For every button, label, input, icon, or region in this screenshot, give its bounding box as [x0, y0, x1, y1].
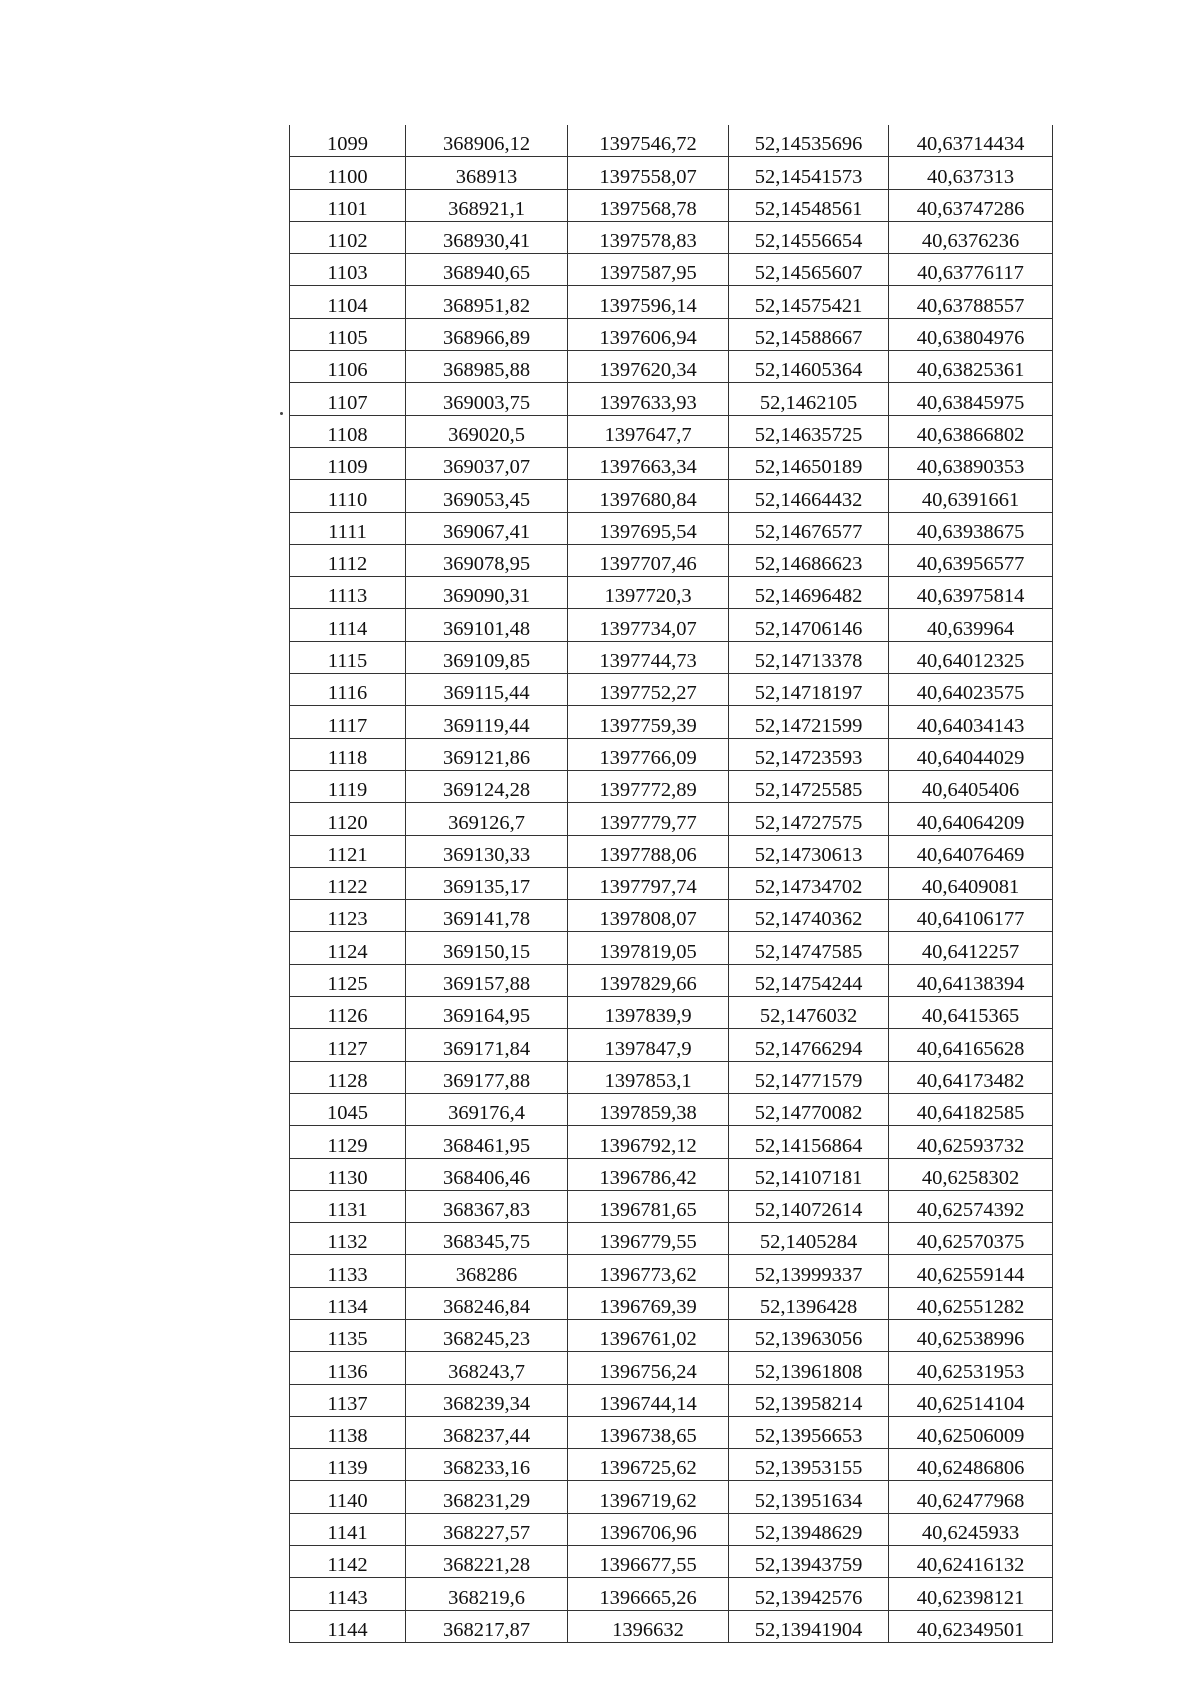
table-row — [290, 1158, 1053, 1190]
cell-latitude: 52,14770082 — [729, 1093, 889, 1125]
cell-latitude: 52,13961808 — [729, 1352, 889, 1384]
cell-longitude: 40,63804976 — [889, 318, 1053, 350]
cell-point-number: 1138 — [290, 1416, 406, 1448]
table-row — [290, 480, 1053, 512]
cell-point-number: 1045 — [290, 1093, 406, 1125]
cell-coord-y: 1397772,89 — [568, 770, 729, 802]
cell-latitude: 52,14725585 — [729, 770, 889, 802]
table-row — [290, 1352, 1053, 1384]
table-row — [290, 1319, 1053, 1351]
cell-coord-x: 368951,82 — [406, 286, 568, 318]
cell-coord-y: 1397766,09 — [568, 738, 729, 770]
cell-longitude: 40,64076469 — [889, 835, 1053, 867]
cell-point-number: 1144 — [290, 1610, 406, 1642]
cell-coord-x: 369109,85 — [406, 641, 568, 673]
cell-coord-y: 1396744,14 — [568, 1384, 729, 1416]
cell-point-number: 1109 — [290, 447, 406, 479]
cell-longitude: 40,63938675 — [889, 512, 1053, 544]
cell-latitude: 52,14734702 — [729, 867, 889, 899]
cell-longitude: 40,63776117 — [889, 254, 1053, 286]
cell-coord-x: 368237,44 — [406, 1416, 568, 1448]
cell-point-number: 1120 — [290, 803, 406, 835]
cell-coord-x: 368406,46 — [406, 1158, 568, 1190]
cell-point-number: 1118 — [290, 738, 406, 770]
cell-coord-y: 1396761,02 — [568, 1319, 729, 1351]
table-row — [290, 577, 1053, 609]
cell-latitude: 52,14676577 — [729, 512, 889, 544]
cell-point-number: 1139 — [290, 1449, 406, 1481]
cell-point-number: 1112 — [290, 544, 406, 576]
cell-longitude: 40,6376236 — [889, 221, 1053, 253]
cell-longitude: 40,63845975 — [889, 383, 1053, 415]
cell-coord-y: 1397759,39 — [568, 706, 729, 738]
table-row — [290, 674, 1053, 706]
table-row — [290, 997, 1053, 1029]
cell-coord-x: 369101,48 — [406, 609, 568, 641]
cell-coord-x: 368245,23 — [406, 1319, 568, 1351]
cell-coord-x: 369177,88 — [406, 1061, 568, 1093]
cell-coord-x: 368239,34 — [406, 1384, 568, 1416]
cell-point-number: 1124 — [290, 932, 406, 964]
table-row — [290, 1093, 1053, 1125]
cell-longitude: 40,63788557 — [889, 286, 1053, 318]
cell-point-number: 1131 — [290, 1190, 406, 1222]
cell-longitude: 40,62551282 — [889, 1287, 1053, 1319]
cell-coord-y: 1397808,07 — [568, 900, 729, 932]
cell-latitude: 52,14072614 — [729, 1190, 889, 1222]
table-row — [290, 189, 1053, 221]
cell-coord-y: 1397839,9 — [568, 997, 729, 1029]
cell-longitude: 40,639964 — [889, 609, 1053, 641]
table-row — [290, 1449, 1053, 1481]
cell-latitude: 52,14696482 — [729, 577, 889, 609]
cell-coord-y: 1396781,65 — [568, 1190, 729, 1222]
cell-longitude: 40,63975814 — [889, 577, 1053, 609]
table-row — [290, 1481, 1053, 1513]
cell-point-number: 1135 — [290, 1319, 406, 1351]
table-row — [290, 351, 1053, 383]
cell-latitude: 52,13951634 — [729, 1481, 889, 1513]
cell-latitude: 52,14156864 — [729, 1126, 889, 1158]
cell-coord-x: 369157,88 — [406, 964, 568, 996]
cell-latitude: 52,13958214 — [729, 1384, 889, 1416]
cell-coord-y: 1396769,39 — [568, 1287, 729, 1319]
cell-longitude: 40,63890353 — [889, 447, 1053, 479]
table-row — [290, 1578, 1053, 1610]
cell-coord-x: 368461,95 — [406, 1126, 568, 1158]
cell-coord-x: 368231,29 — [406, 1481, 568, 1513]
cell-coord-y: 1397596,14 — [568, 286, 729, 318]
cell-longitude: 40,64023575 — [889, 674, 1053, 706]
cell-longitude: 40,62593732 — [889, 1126, 1053, 1158]
cell-latitude: 52,1476032 — [729, 997, 889, 1029]
cell-latitude: 52,14565607 — [729, 254, 889, 286]
cell-longitude: 40,6409081 — [889, 867, 1053, 899]
cell-longitude: 40,62514104 — [889, 1384, 1053, 1416]
cell-coord-y: 1397720,3 — [568, 577, 729, 609]
cell-point-number: 1117 — [290, 706, 406, 738]
cell-latitude: 52,14107181 — [729, 1158, 889, 1190]
cell-point-number: 1100 — [290, 157, 406, 189]
cell-coord-y: 1397744,73 — [568, 641, 729, 673]
cell-latitude: 52,14730613 — [729, 835, 889, 867]
cell-longitude: 40,62477968 — [889, 1481, 1053, 1513]
cell-coord-y: 1397779,77 — [568, 803, 729, 835]
table-row — [290, 383, 1053, 415]
cell-latitude: 52,1405284 — [729, 1223, 889, 1255]
table-row — [290, 1029, 1053, 1061]
cell-point-number: 1130 — [290, 1158, 406, 1190]
cell-point-number: 1137 — [290, 1384, 406, 1416]
cell-longitude: 40,64012325 — [889, 641, 1053, 673]
table-row — [290, 641, 1053, 673]
cell-latitude: 52,14718197 — [729, 674, 889, 706]
cell-coord-x: 369078,95 — [406, 544, 568, 576]
cell-coord-x: 368985,88 — [406, 351, 568, 383]
cell-latitude: 52,14747585 — [729, 932, 889, 964]
cell-coord-x: 369119,44 — [406, 706, 568, 738]
cell-latitude: 52,14771579 — [729, 1061, 889, 1093]
cell-coord-x: 369124,28 — [406, 770, 568, 802]
cell-coord-x: 369150,15 — [406, 932, 568, 964]
cell-latitude: 52,13941904 — [729, 1610, 889, 1642]
cell-point-number: 1132 — [290, 1223, 406, 1255]
cell-coord-x: 368217,87 — [406, 1610, 568, 1642]
cell-coord-x: 368345,75 — [406, 1223, 568, 1255]
cell-coord-y: 1396786,42 — [568, 1158, 729, 1190]
cell-longitude: 40,64044029 — [889, 738, 1053, 770]
cell-latitude: 52,14605364 — [729, 351, 889, 383]
cell-coord-y: 1397620,34 — [568, 351, 729, 383]
table-row — [290, 447, 1053, 479]
table-row — [290, 900, 1053, 932]
cell-point-number: 1101 — [290, 189, 406, 221]
cell-longitude: 40,63747286 — [889, 189, 1053, 221]
cell-latitude: 52,14556654 — [729, 221, 889, 253]
cell-longitude: 40,6245933 — [889, 1513, 1053, 1545]
cell-point-number: 1103 — [290, 254, 406, 286]
cell-point-number: 1119 — [290, 770, 406, 802]
cell-longitude: 40,62486806 — [889, 1449, 1053, 1481]
table-row — [290, 512, 1053, 544]
cell-latitude: 52,14727575 — [729, 803, 889, 835]
cell-point-number: 1122 — [290, 867, 406, 899]
cell-latitude: 52,14706146 — [729, 609, 889, 641]
cell-point-number: 1111 — [290, 512, 406, 544]
cell-point-number: 1106 — [290, 351, 406, 383]
cell-coord-x: 368233,16 — [406, 1449, 568, 1481]
table-row — [290, 609, 1053, 641]
cell-longitude: 40,63714434 — [889, 125, 1053, 157]
cell-point-number: 1102 — [290, 221, 406, 253]
cell-coord-y: 1397680,84 — [568, 480, 729, 512]
cell-coord-x: 368221,28 — [406, 1546, 568, 1578]
cell-point-number: 1114 — [290, 609, 406, 641]
cell-coord-x: 368966,89 — [406, 318, 568, 350]
cell-longitude: 40,63956577 — [889, 544, 1053, 576]
cell-longitude: 40,6405406 — [889, 770, 1053, 802]
cell-point-number: 1113 — [290, 577, 406, 609]
table-row — [290, 867, 1053, 899]
cell-coord-y: 1396773,62 — [568, 1255, 729, 1287]
cell-coord-x: 369141,78 — [406, 900, 568, 932]
cell-latitude: 52,14713378 — [729, 641, 889, 673]
cell-coord-x: 368940,65 — [406, 254, 568, 286]
cell-coord-y: 1396677,55 — [568, 1546, 729, 1578]
cell-point-number: 1134 — [290, 1287, 406, 1319]
cell-longitude: 40,62398121 — [889, 1578, 1053, 1610]
cell-longitude: 40,62416132 — [889, 1546, 1053, 1578]
table-row — [290, 803, 1053, 835]
table-row — [290, 544, 1053, 576]
cell-point-number: 1133 — [290, 1255, 406, 1287]
cell-coord-y: 1397633,93 — [568, 383, 729, 415]
cell-coord-y: 1397734,07 — [568, 609, 729, 641]
cell-longitude: 40,6391661 — [889, 480, 1053, 512]
cell-coord-y: 1397695,54 — [568, 512, 729, 544]
cell-coord-y: 1396792,12 — [568, 1126, 729, 1158]
cell-point-number: 1140 — [290, 1481, 406, 1513]
cell-point-number: 1127 — [290, 1029, 406, 1061]
cell-coord-x: 368219,6 — [406, 1578, 568, 1610]
cell-point-number: 1099 — [290, 125, 406, 157]
cell-latitude: 52,14723593 — [729, 738, 889, 770]
cell-coord-x: 369176,4 — [406, 1093, 568, 1125]
cell-coord-y: 1397847,9 — [568, 1029, 729, 1061]
cell-point-number: 1142 — [290, 1546, 406, 1578]
table-row — [290, 221, 1053, 253]
cell-coord-y: 1397819,05 — [568, 932, 729, 964]
cell-latitude: 52,13956653 — [729, 1416, 889, 1448]
cell-longitude: 40,6415365 — [889, 997, 1053, 1029]
cell-latitude: 52,14535696 — [729, 125, 889, 157]
cell-coord-y: 1397797,74 — [568, 867, 729, 899]
cell-longitude: 40,64106177 — [889, 900, 1053, 932]
cell-point-number: 1107 — [290, 383, 406, 415]
cell-latitude: 52,1396428 — [729, 1287, 889, 1319]
cell-coord-y: 1397546,72 — [568, 125, 729, 157]
cell-latitude: 52,14588667 — [729, 318, 889, 350]
table-row — [290, 254, 1053, 286]
cell-latitude: 52,14686623 — [729, 544, 889, 576]
cell-coord-x: 369130,33 — [406, 835, 568, 867]
coordinates-table — [289, 125, 1053, 1643]
cell-coord-x: 368906,12 — [406, 125, 568, 157]
cell-latitude: 52,14635725 — [729, 415, 889, 447]
cell-point-number: 1136 — [290, 1352, 406, 1384]
cell-longitude: 40,62531953 — [889, 1352, 1053, 1384]
cell-longitude: 40,6412257 — [889, 932, 1053, 964]
cell-longitude: 40,64173482 — [889, 1061, 1053, 1093]
cell-coord-y: 1396665,26 — [568, 1578, 729, 1610]
scan-speck — [280, 412, 283, 415]
coordinates-table-body — [290, 125, 1053, 1642]
cell-latitude: 52,13953155 — [729, 1449, 889, 1481]
cell-coord-y: 1397859,38 — [568, 1093, 729, 1125]
cell-latitude: 52,14740362 — [729, 900, 889, 932]
table-row — [290, 835, 1053, 867]
cell-latitude: 52,13999337 — [729, 1255, 889, 1287]
table-row — [290, 1546, 1053, 1578]
table-row — [290, 318, 1053, 350]
table-row — [290, 1061, 1053, 1093]
cell-longitude: 40,64064209 — [889, 803, 1053, 835]
cell-point-number: 1126 — [290, 997, 406, 1029]
cell-longitude: 40,62559144 — [889, 1255, 1053, 1287]
cell-point-number: 1105 — [290, 318, 406, 350]
cell-longitude: 40,64182585 — [889, 1093, 1053, 1125]
cell-coord-y: 1397788,06 — [568, 835, 729, 867]
cell-point-number: 1129 — [290, 1126, 406, 1158]
cell-point-number: 1104 — [290, 286, 406, 318]
cell-coord-y: 1397578,83 — [568, 221, 729, 253]
table-row — [290, 932, 1053, 964]
table-row — [290, 157, 1053, 189]
cell-coord-y: 1397707,46 — [568, 544, 729, 576]
cell-latitude: 52,13943759 — [729, 1546, 889, 1578]
table-row — [290, 706, 1053, 738]
table-row — [290, 964, 1053, 996]
cell-coord-x: 368243,7 — [406, 1352, 568, 1384]
table-row — [290, 125, 1053, 157]
cell-latitude: 52,1462105 — [729, 383, 889, 415]
cell-latitude: 52,14575421 — [729, 286, 889, 318]
cell-coord-y: 1397647,7 — [568, 415, 729, 447]
table-row — [290, 1190, 1053, 1222]
cell-coord-x: 368913 — [406, 157, 568, 189]
cell-latitude: 52,14721599 — [729, 706, 889, 738]
table-row — [290, 286, 1053, 318]
cell-coord-x: 369171,84 — [406, 1029, 568, 1061]
table-row — [290, 770, 1053, 802]
cell-coord-x: 369003,75 — [406, 383, 568, 415]
cell-longitude: 40,64034143 — [889, 706, 1053, 738]
cell-coord-y: 1397568,78 — [568, 189, 729, 221]
cell-coord-y: 1397558,07 — [568, 157, 729, 189]
cell-coord-y: 1397752,27 — [568, 674, 729, 706]
cell-longitude: 40,63825361 — [889, 351, 1053, 383]
cell-coord-x: 369135,17 — [406, 867, 568, 899]
cell-coord-x: 369121,86 — [406, 738, 568, 770]
table-row — [290, 1384, 1053, 1416]
cell-point-number: 1128 — [290, 1061, 406, 1093]
cell-coord-x: 369053,45 — [406, 480, 568, 512]
cell-coord-y: 1397606,94 — [568, 318, 729, 350]
cell-point-number: 1121 — [290, 835, 406, 867]
cell-coord-y: 1396779,55 — [568, 1223, 729, 1255]
cell-longitude: 40,62570375 — [889, 1223, 1053, 1255]
cell-coord-x: 368246,84 — [406, 1287, 568, 1319]
cell-point-number: 1123 — [290, 900, 406, 932]
table-row — [290, 1416, 1053, 1448]
cell-coord-x: 368921,1 — [406, 189, 568, 221]
cell-coord-x: 369037,07 — [406, 447, 568, 479]
cell-coord-y: 1396719,62 — [568, 1481, 729, 1513]
cell-latitude: 52,13942576 — [729, 1578, 889, 1610]
cell-latitude: 52,14650189 — [729, 447, 889, 479]
cell-latitude: 52,13963056 — [729, 1319, 889, 1351]
cell-longitude: 40,62506009 — [889, 1416, 1053, 1448]
cell-latitude: 52,14766294 — [729, 1029, 889, 1061]
cell-coord-y: 1396725,62 — [568, 1449, 729, 1481]
cell-coord-x: 369126,7 — [406, 803, 568, 835]
cell-coord-x: 369164,95 — [406, 997, 568, 1029]
cell-coord-y: 1396632 — [568, 1610, 729, 1642]
cell-longitude: 40,6258302 — [889, 1158, 1053, 1190]
cell-coord-x: 369090,31 — [406, 577, 568, 609]
cell-longitude: 40,62574392 — [889, 1190, 1053, 1222]
cell-coord-y: 1397587,95 — [568, 254, 729, 286]
cell-coord-y: 1396738,65 — [568, 1416, 729, 1448]
cell-coord-x: 368286 — [406, 1255, 568, 1287]
cell-coord-x: 369115,44 — [406, 674, 568, 706]
cell-point-number: 1108 — [290, 415, 406, 447]
cell-point-number: 1141 — [290, 1513, 406, 1545]
cell-longitude: 40,637313 — [889, 157, 1053, 189]
table-row — [290, 1223, 1053, 1255]
cell-point-number: 1110 — [290, 480, 406, 512]
cell-coord-y: 1397663,34 — [568, 447, 729, 479]
cell-coord-x: 368930,41 — [406, 221, 568, 253]
table-row — [290, 1610, 1053, 1642]
cell-coord-y: 1397829,66 — [568, 964, 729, 996]
cell-latitude: 52,14548561 — [729, 189, 889, 221]
cell-point-number: 1125 — [290, 964, 406, 996]
table-row — [290, 1513, 1053, 1545]
cell-coord-x: 368227,57 — [406, 1513, 568, 1545]
cell-longitude: 40,63866802 — [889, 415, 1053, 447]
cell-point-number: 1115 — [290, 641, 406, 673]
cell-longitude: 40,64165628 — [889, 1029, 1053, 1061]
cell-longitude: 40,62538996 — [889, 1319, 1053, 1351]
cell-coord-y: 1396706,96 — [568, 1513, 729, 1545]
table-row — [290, 1255, 1053, 1287]
cell-latitude: 52,14754244 — [729, 964, 889, 996]
cell-latitude: 52,14541573 — [729, 157, 889, 189]
cell-longitude: 40,62349501 — [889, 1610, 1053, 1642]
cell-coord-y: 1397853,1 — [568, 1061, 729, 1093]
cell-coord-y: 1396756,24 — [568, 1352, 729, 1384]
cell-latitude: 52,14664432 — [729, 480, 889, 512]
cell-longitude: 40,64138394 — [889, 964, 1053, 996]
table-row — [290, 415, 1053, 447]
cell-coord-x: 369020,5 — [406, 415, 568, 447]
cell-coord-x: 368367,83 — [406, 1190, 568, 1222]
cell-point-number: 1116 — [290, 674, 406, 706]
cell-coord-x: 369067,41 — [406, 512, 568, 544]
table-row — [290, 1287, 1053, 1319]
cell-latitude: 52,13948629 — [729, 1513, 889, 1545]
table-row — [290, 738, 1053, 770]
cell-point-number: 1143 — [290, 1578, 406, 1610]
table-row — [290, 1126, 1053, 1158]
